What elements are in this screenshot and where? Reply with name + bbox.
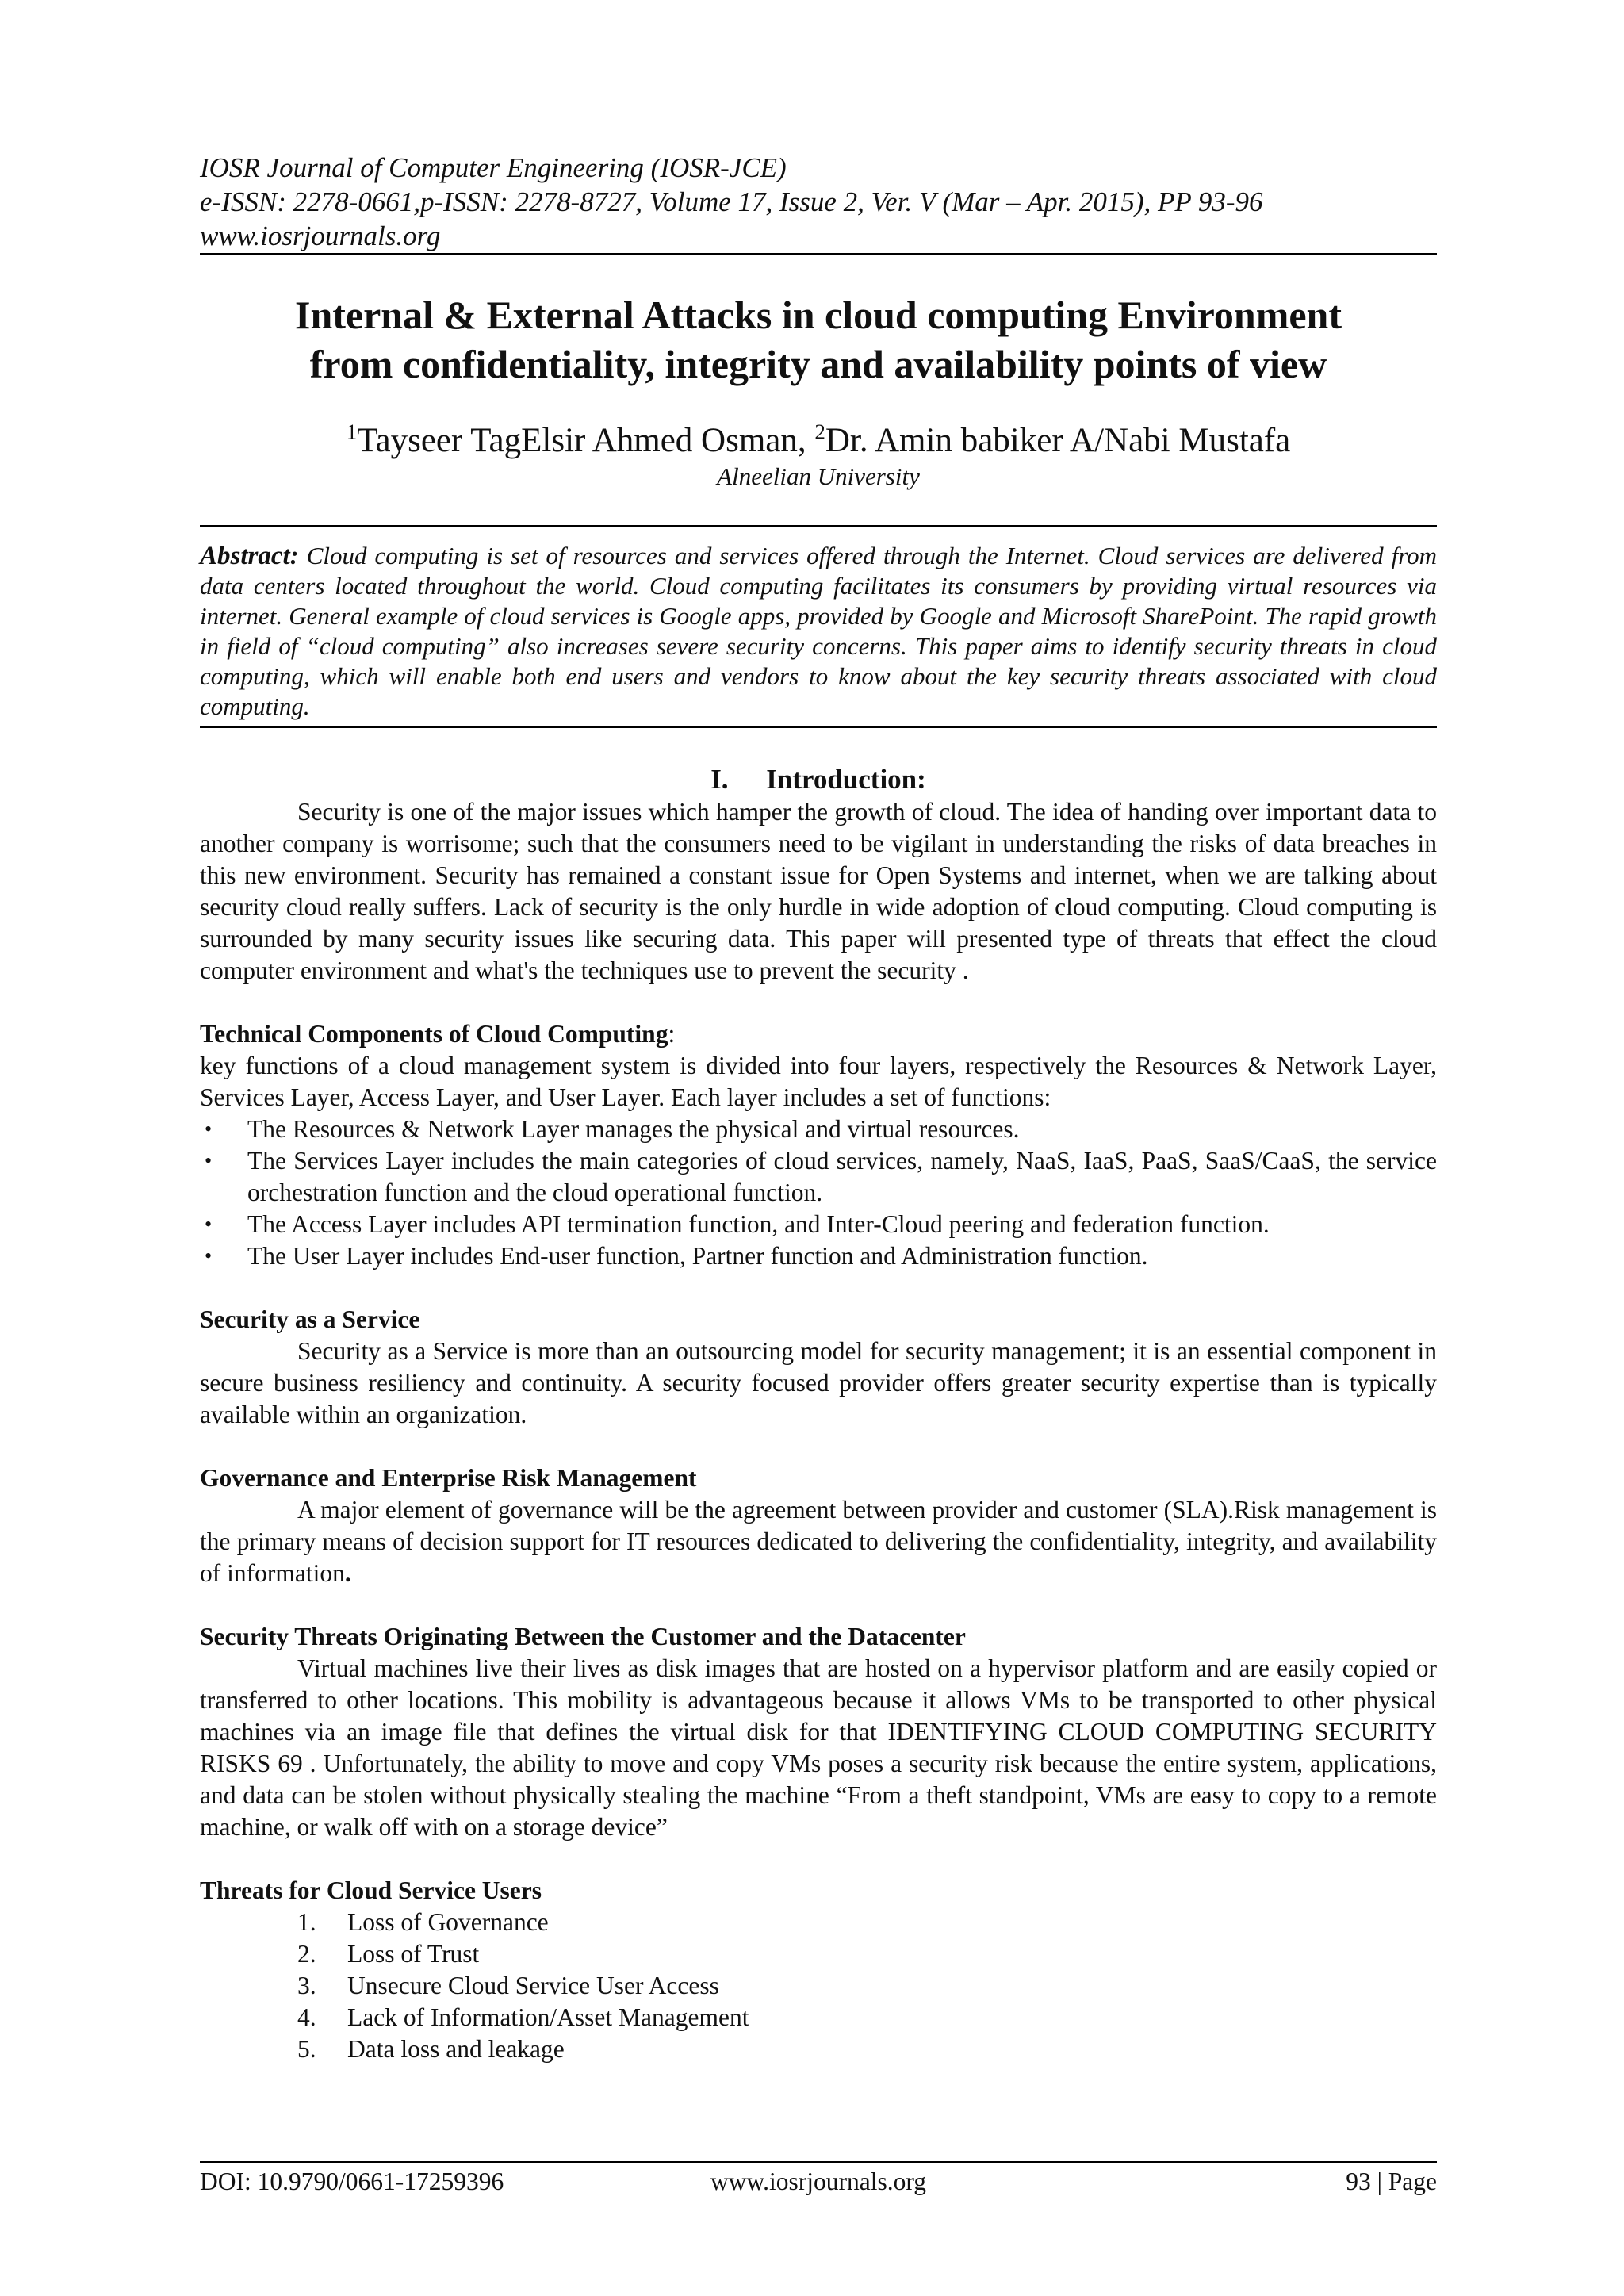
list-item-text: Loss of Trust [347, 1940, 480, 1968]
list-item [297, 1970, 1437, 2002]
list-item-text: The Services Layer includes the main categories of cloud services, namely, NaaS, IaaS, PaaS, SaaS/CaaS, the service orchestration function and the cloud operational function. [247, 1147, 1437, 1206]
page-footer [200, 2161, 1437, 2195]
journal-issn: e-ISSN: 2278-0661,p-ISSN: 2278-8727, Volume 17, Issue 2, Ver. V (Mar – Apr. 2015), PP 93-96 [200, 186, 1263, 217]
list-item [200, 1209, 1437, 1240]
author-1-mark: 1 [346, 420, 358, 444]
list-number: 1. [297, 1908, 316, 1936]
subheading-security-as-a-service: Security as a Service [200, 1305, 420, 1333]
list-item [297, 1907, 1437, 1938]
technical-paragraph: key functions of a cloud management system is divided into four layers, respectively the Resources & Network Layer, Services Layer, Access Layer, and User Layer. Each layer includes a set of functions: [200, 1052, 1437, 1111]
list-item-text: Loss of Governance [347, 1908, 549, 1936]
author-1-name: Tayseer TagElsir Ahmed Osman, [357, 422, 815, 459]
section-title: Introduction: [766, 764, 926, 795]
abstract-section [200, 525, 1437, 728]
journal-website: www.iosrjournals.org [200, 220, 441, 251]
list-item [297, 1938, 1437, 1970]
author-2-mark: 2 [814, 420, 825, 444]
list-item-text: Unsecure Cloud Service User Access [347, 1972, 719, 1999]
abstract-paragraph [200, 541, 1437, 722]
title-line-1: Internal & External Attacks in cloud computing Environment [295, 293, 1342, 337]
list-item [200, 1240, 1437, 1272]
list-item-text: Lack of Information/Asset Management [347, 2003, 749, 2031]
bullet-icon: • [205, 1117, 213, 1140]
list-item-text: Data loss and leakage [347, 2035, 565, 2063]
bullet-icon: • [205, 1244, 213, 1267]
governance-end: . [344, 1559, 351, 1587]
introduction-paragraph: Security is one of the major issues which hamper the growth of cloud. The idea of handing over important data to another company is worrisome; such that the consumers need to be vigilant in understanding the risks of data breaches in this new environment. Security has remained a constant issue for Open Systems and internet, when we are talking about security cloud really suffers. Lack of security is the only hurdle in wide adoption of cloud computing. Cloud computing is surrounded by many security issues like securing data. This paper will presented type of threats that effect the cloud computer environment and what's the techniques use to prevent the security . [200, 798, 1437, 984]
bullet-icon: • [205, 1213, 213, 1236]
threats-datacenter-paragraph: Virtual machines live their lives as disk images that are hosted on a hypervisor platform and are easily copied or transferred to other locations. This mobility is advantageous because it allows VMs to be transported to other physical machines via an image file that defines the virtual disk for that IDENTIFYING CLOUD COMPUTING SECURITY RISKS 69 . Unfortunately, the ability to move and copy VMs poses a security risk because the entire system, applications, and data can be stolen without physically stealing the machine “From a theft standpoint, VMs are easy to copy to a remote machine, or walk off with on a storage device” [200, 1654, 1437, 1841]
header-rule [200, 253, 1437, 255]
list-number: 2. [297, 1940, 316, 1968]
list-item-text: The Access Layer includes API termination function, and Inter-Cloud peering and federation function. [247, 1210, 1270, 1238]
subheading-technical-components [200, 1018, 1437, 1050]
list-item [297, 2033, 1437, 2065]
footer-page-number: 93 | Page [1346, 2168, 1437, 2195]
list-number: 3. [297, 1972, 316, 1999]
journal-name: IOSR Journal of Computer Engineering (IOSR-JCE) [200, 152, 787, 183]
layer-bullet-list [200, 1114, 1437, 1272]
section-heading-introduction [200, 763, 1437, 796]
bullet-icon: • [205, 1149, 213, 1172]
threats-numbered-list [200, 1907, 1437, 2065]
section-number: I. [710, 764, 729, 795]
paper-title [200, 290, 1437, 389]
list-item [200, 1114, 1437, 1145]
list-item-text: The Resources & Network Layer manages the physical and virtual resources. [247, 1115, 1020, 1143]
abstract-text: Cloud computing is set of resources and services offered through the Internet. Cloud services are delivered from data centers located throughout the world. Cloud computing facilitates its consumers by providing virtual resources via internet. General example of cloud services is Google apps, provided by Google and Microsoft SharePoint. The rapid growth in field of “cloud computing” also increases severe security concerns. This paper aims to identify security threats in cloud computing, which will enable both end users and vendors to know about the key security threats associated with cloud computing. [200, 542, 1438, 720]
list-item-text: The User Layer includes End-user function, Partner function and Administration function. [247, 1242, 1148, 1270]
author-2-name: Dr. Amin babiker A/Nabi Mustafa [825, 422, 1291, 459]
subheading-governance: Governance and Enterprise Risk Management [200, 1464, 697, 1492]
secaas-paragraph: Security as a Service is more than an outsourcing model for security management; it is an essential component in secure business resiliency and continuity. A security focused provider offers greater security expertise than is typically available within an organization. [200, 1337, 1437, 1428]
governance-paragraph [200, 1494, 1437, 1589]
subheading-colon: : [668, 1020, 676, 1048]
affiliation: Alneelian University [717, 462, 920, 490]
paper-page [200, 151, 1437, 2065]
subheading-threats-datacenter: Security Threats Originating Between the Customer and the Datacenter [200, 1623, 966, 1650]
footer-doi: DOI: 10.9790/0661-17259396 [200, 2168, 504, 2195]
list-number: 4. [297, 2003, 316, 2031]
subheading-text: Technical Components of Cloud Computing [200, 1020, 668, 1048]
list-number: 5. [297, 2035, 316, 2063]
list-item [200, 1145, 1437, 1209]
governance-text: A major element of governance will be the agreement between provider and customer (SLA).Risk management is the primary means of decision support for IT resources dedicated to delivering the confidentiality, integrity, and availability of information [200, 1496, 1437, 1587]
author-list [200, 420, 1437, 462]
title-line-2: from confidentiality, integrity and availability points of view [309, 342, 1327, 386]
footer-website: www.iosrjournals.org [710, 2168, 927, 2195]
abstract-label: Abstract: [200, 542, 299, 570]
journal-header [200, 151, 1437, 253]
list-item [297, 2002, 1437, 2033]
subheading-threats-users: Threats for Cloud Service Users [200, 1876, 542, 1904]
